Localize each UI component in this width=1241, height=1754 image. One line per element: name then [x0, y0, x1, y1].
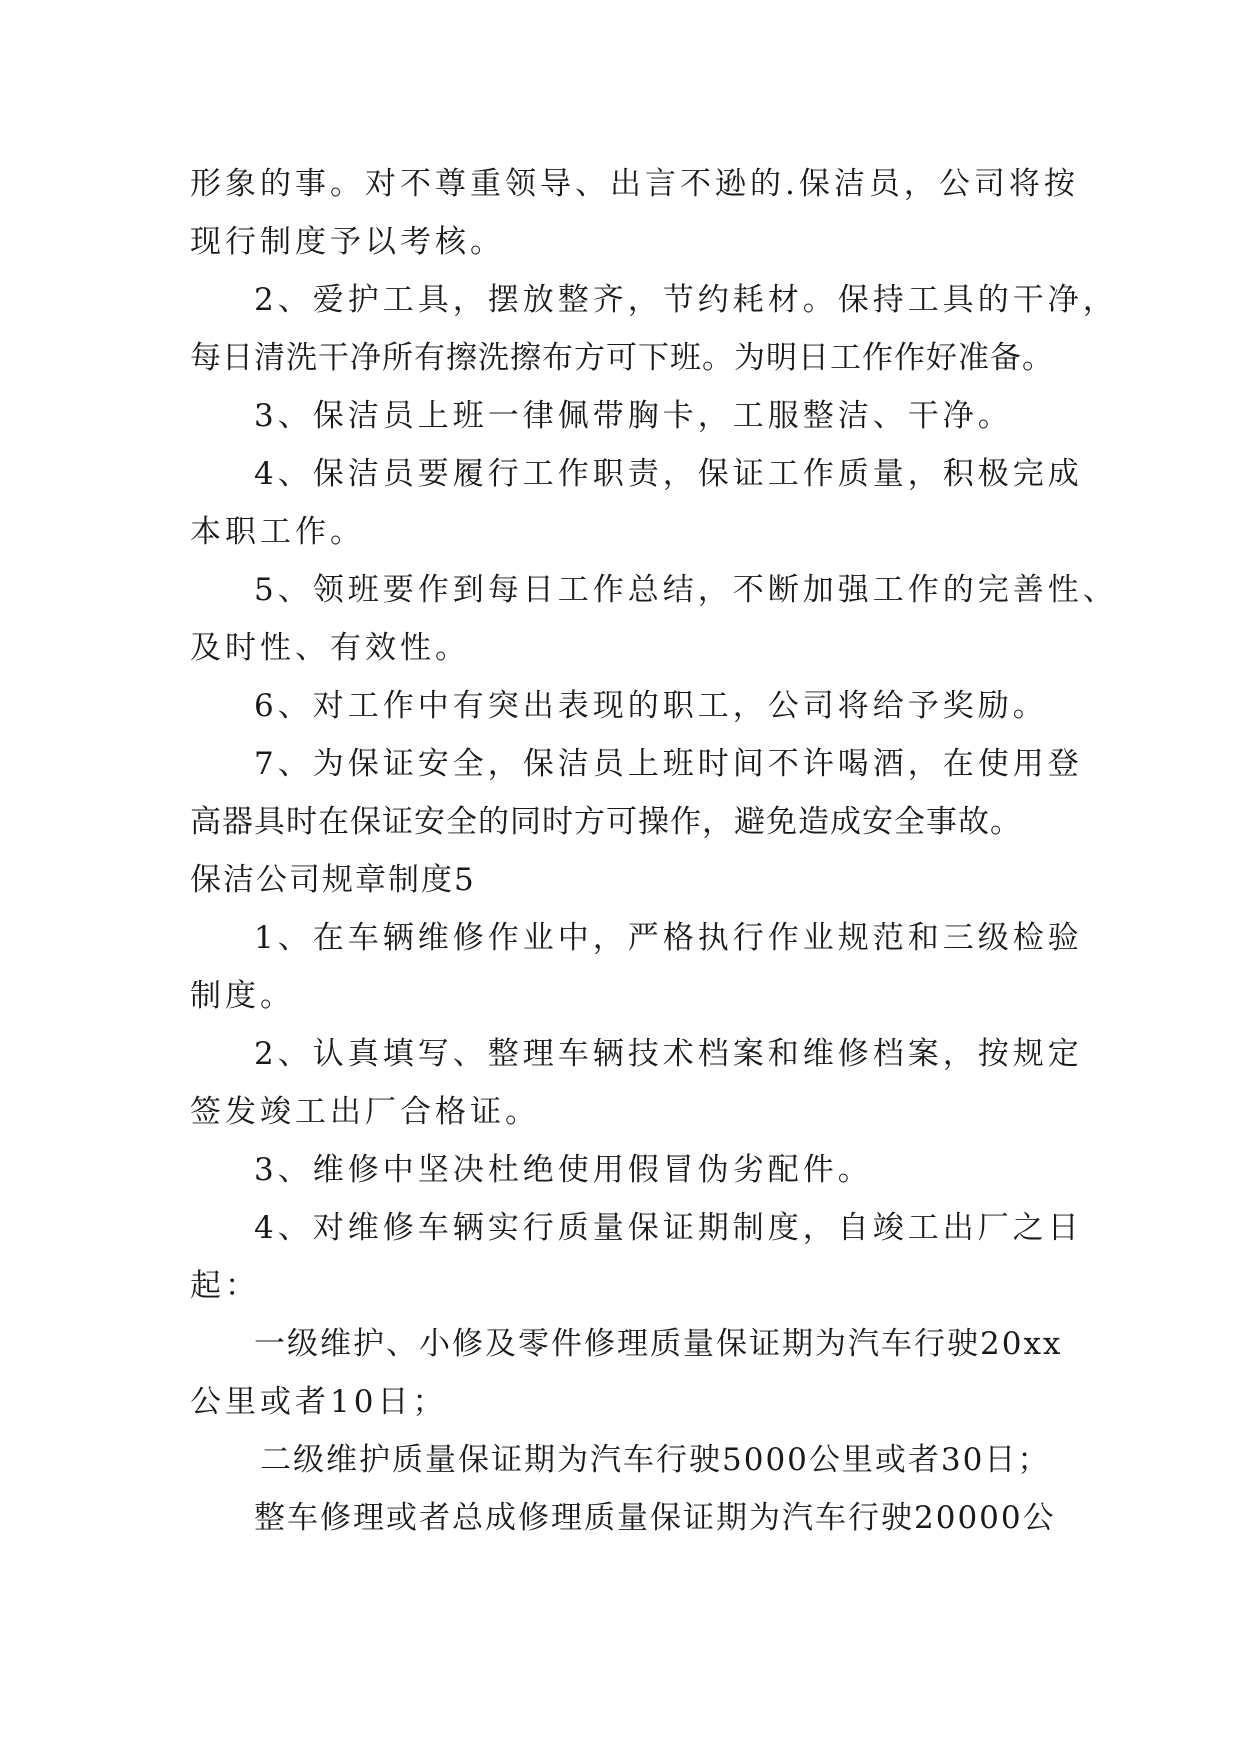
- paragraph-line: 二级维护质量保证期为汽车行驶5000公里或者30日；: [260, 1442, 1051, 1478]
- paragraph-line: 形象的事。对不尊重领导、出言不逊的.保洁员，公司将按: [190, 166, 1079, 202]
- paragraph-line: 3、保洁员上班一律佩带胸卡，工服整洁、干净。: [254, 398, 1013, 434]
- paragraph-line: 每日清洗干净所有擦洗擦布方可下班。为明日工作作好准备。: [190, 340, 1054, 376]
- paragraph-line: 起：: [190, 1268, 260, 1304]
- paragraph-line: 现行制度予以考核。: [190, 224, 505, 260]
- paragraph-line: 4、对维修车辆实行质量保证期制度，自竣工出厂之日: [254, 1210, 1083, 1246]
- paragraph-line: 4、保洁员要履行工作职责，保证工作质量，积极完成: [254, 456, 1083, 492]
- paragraph-line: 签发竣工出厂合格证。: [190, 1094, 540, 1130]
- paragraph-line: 7、为保证安全，保洁员上班时间不许喝酒，在使用登: [254, 746, 1083, 782]
- document-body: [190, 155, 1118, 1547]
- paragraph-line: 一级维护、小修及零件修理质量保证期为汽车行驶20xx: [254, 1326, 1063, 1362]
- paragraph-line: 制度。: [190, 978, 295, 1014]
- paragraph-line: 6、对工作中有突出表现的职工，公司将给予奖励。: [254, 688, 1048, 724]
- section-heading: 保洁公司规章制度5: [190, 862, 476, 898]
- paragraph-line: 公里或者10日；: [190, 1384, 448, 1420]
- paragraph-line: 本职工作。: [190, 514, 365, 550]
- paragraph-line: 2、认真填写、整理车辆技术档案和维修档案，按规定: [254, 1036, 1083, 1072]
- paragraph-line: 2、爱护工具，摆放整齐，节约耗材。保持工具的干净，: [254, 282, 1118, 318]
- paragraph-line: 及时性、有效性。: [190, 630, 470, 666]
- paragraph-line: 整车修理或者总成修理质量保证期为汽车行驶20000公: [254, 1500, 1056, 1536]
- paragraph-line: 1、在车辆维修作业中，严格执行作业规范和三级检验: [254, 920, 1083, 956]
- paragraph-line: 3、维修中坚决杜绝使用假冒伪劣配件。: [254, 1152, 873, 1188]
- paragraph-line: 5、领班要作到每日工作总结，不断加强工作的完善性、: [254, 572, 1118, 608]
- paragraph-line: 高器具时在保证安全的同时方可操作，避免造成安全事故。: [190, 804, 1022, 840]
